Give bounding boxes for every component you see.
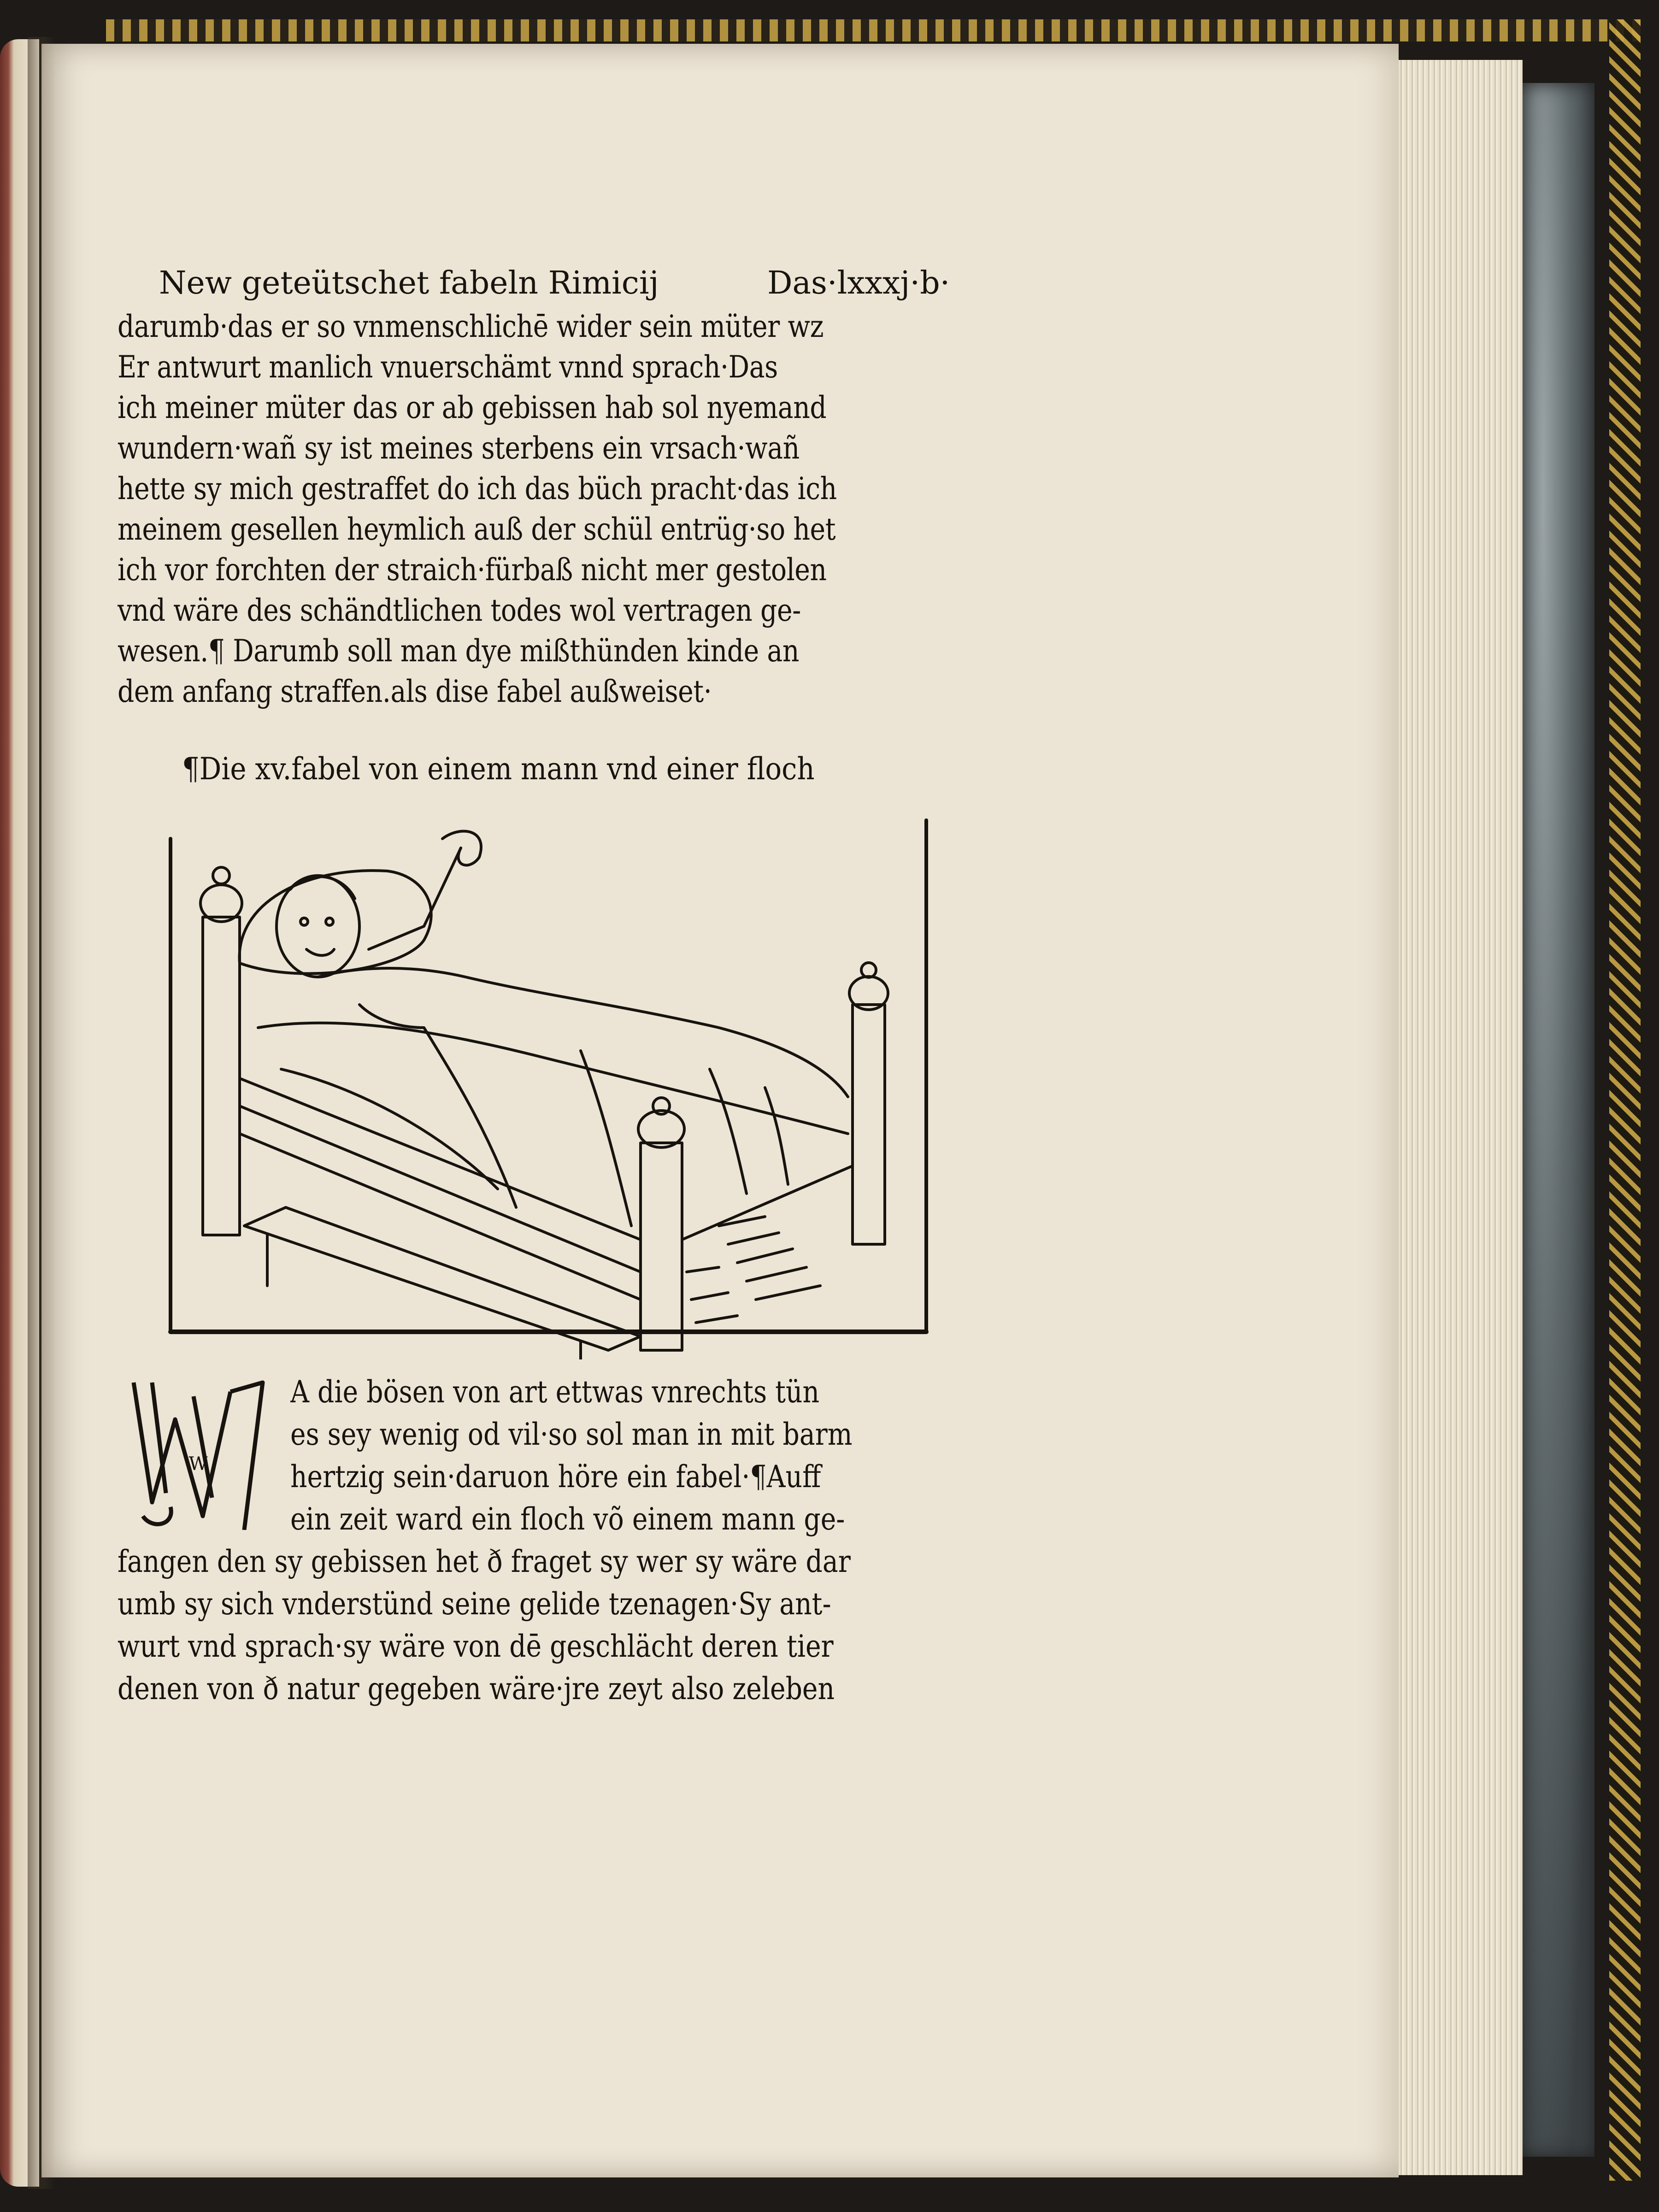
marbled-endpaper <box>1521 83 1594 2157</box>
gilt-border-top <box>106 19 1641 41</box>
bed-woodcut-illustration <box>166 811 931 1359</box>
text-line: denen von ð natur gegeben wäre·jre zeyt also zeleben <box>118 1671 835 1706</box>
text-line: dem anfang straffen.als dise fabel außweiset· <box>118 674 712 709</box>
running-header <box>159 265 1012 306</box>
text-line: ein zeit ward ein floch võ einem mann ge- <box>290 1501 845 1537</box>
text-line: wundern·wañ sy ist meines sterbens ein vrsach·wañ <box>118 430 800 466</box>
decorated-initial <box>124 1364 281 1530</box>
fable-heading: ¶Die xv.fabel von einem mann vnd einer floch <box>182 751 815 787</box>
fable-body-full <box>118 1541 1012 1710</box>
gutter-shadow <box>28 37 55 2189</box>
text-line: ich vor forchten der straich·fürbaß nicht mer gestolen <box>118 552 827 588</box>
text-line: darumb·das er so vnmenschlichē wider sein müter wz <box>118 309 824 344</box>
text-line: A die bösen von art ettwas vnrechts tün <box>290 1374 820 1410</box>
initial-letter-text: W <box>188 1453 208 1475</box>
initial-letter-graphic <box>124 1364 281 1530</box>
running-title: New geteütschet fabeln Rimicij <box>159 265 659 301</box>
text-line: hette sy mich gestraffet do ich das büch pracht·das ich <box>118 471 837 506</box>
gilt-border-right <box>1609 19 1641 2181</box>
previous-fable-text <box>118 306 1007 712</box>
text-line: fangen den sy gebissen het ð fraget sy wer sy wäre dar <box>118 1544 851 1579</box>
text-line: vnd wäre des schändtlichen todes wol vertragen ge- <box>118 593 801 628</box>
text-line: ich meiner müter das or ab gebissen hab sol nyemand <box>118 390 827 425</box>
text-line: hertzig sein·daruon höre ein fabel·¶Auff <box>290 1459 821 1494</box>
text-line: wesen.¶ Darumb soll man dye mißthünden kinde an <box>118 633 799 669</box>
text-line: wurt vnd sprach·sy wäre von dē geschlächt deren tier <box>118 1629 834 1664</box>
fable-body-indented <box>290 1371 1009 1541</box>
folio-number: Das·lxxxj·b· <box>767 265 950 301</box>
text-line: meinem gesellen heymlich auß der schül entrüg·so het <box>118 512 836 547</box>
page-fore-edge <box>1396 60 1523 2175</box>
text-line: umb sy sich vnderstünd seine gelide tzenagen·Sy ant- <box>118 1586 831 1622</box>
text-line: Er antwurt manlich vnuerschämt vnnd sprach·Das <box>118 349 778 385</box>
text-line: es sey wenig od vil·so sol man in mit barm <box>290 1417 853 1452</box>
